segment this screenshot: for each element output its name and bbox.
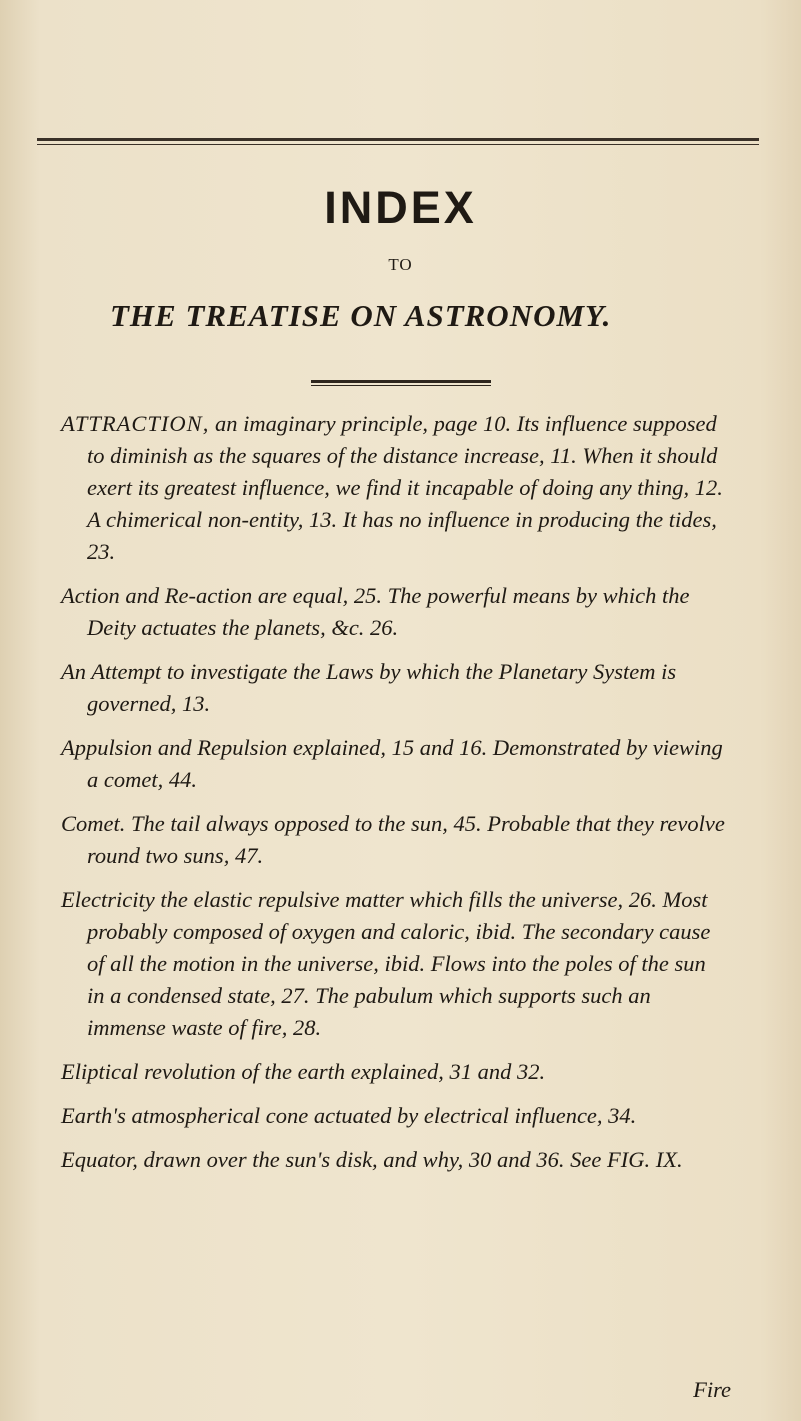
index-entry — [61, 408, 727, 568]
entry-text: Eliptical revolution of the earth explained, 31 and 32. — [61, 1059, 546, 1084]
entry-text: Equator, drawn over the sun's disk, and why, 30 and 36. See FIG. IX. — [61, 1147, 683, 1172]
index-entry — [61, 1056, 727, 1088]
entry-text: an imaginary principle, page 10. Its influence supposed to diminish as the squares of the distance increase, 11. When it should exert its greatest influence, we find it incapable of doing any thing, 12. A chimerical non-entity, 13. It has no influence in producing the tides, 23. — [87, 411, 723, 564]
index-entry — [61, 884, 727, 1044]
entry-text: Appulsion and Repulsion explained, 15 and 16. Demonstrated by viewing a comet, 44. — [61, 735, 723, 792]
to-heading: TO — [388, 255, 413, 274]
entry-lead: ATTRACTION, — [61, 411, 210, 436]
catchword: Fire — [693, 1377, 731, 1402]
entry-text: An Attempt to investigate the Laws by which the Planetary System is governed, 13. — [61, 659, 677, 716]
index-entry — [61, 1144, 727, 1176]
index-entries — [61, 408, 727, 1188]
top-double-rule — [37, 138, 759, 145]
index-entry — [61, 580, 727, 644]
treatise-title: THE TREATISE ON ASTRONOMY. — [110, 298, 612, 333]
entry-text: Electricity the elastic repulsive matter which fills the universe, 26. Most probably composed of oxygen and caloric, ibid. The secondary cause of all the motion in the universe, ibid. Flows into the poles of the sun in a condensed state, 27. The pabulum which supports such an immense waste of fire, 28. — [61, 887, 711, 1040]
index-entry — [61, 1100, 727, 1132]
index-heading: INDEX — [324, 182, 477, 233]
index-entry — [61, 732, 727, 796]
index-entry — [61, 808, 727, 872]
title-rule — [311, 380, 491, 386]
entry-text: Earth's atmospherical cone actuated by electrical influence, 34. — [61, 1103, 637, 1128]
entry-text: Comet. The tail always opposed to the sun, 45. Probable that they revolve round two suns, 47. — [61, 811, 725, 868]
index-entry — [61, 656, 727, 720]
entry-text: Action and Re-action are equal, 25. The powerful means by which the Deity actuates the planets, &c. 26. — [61, 583, 690, 640]
